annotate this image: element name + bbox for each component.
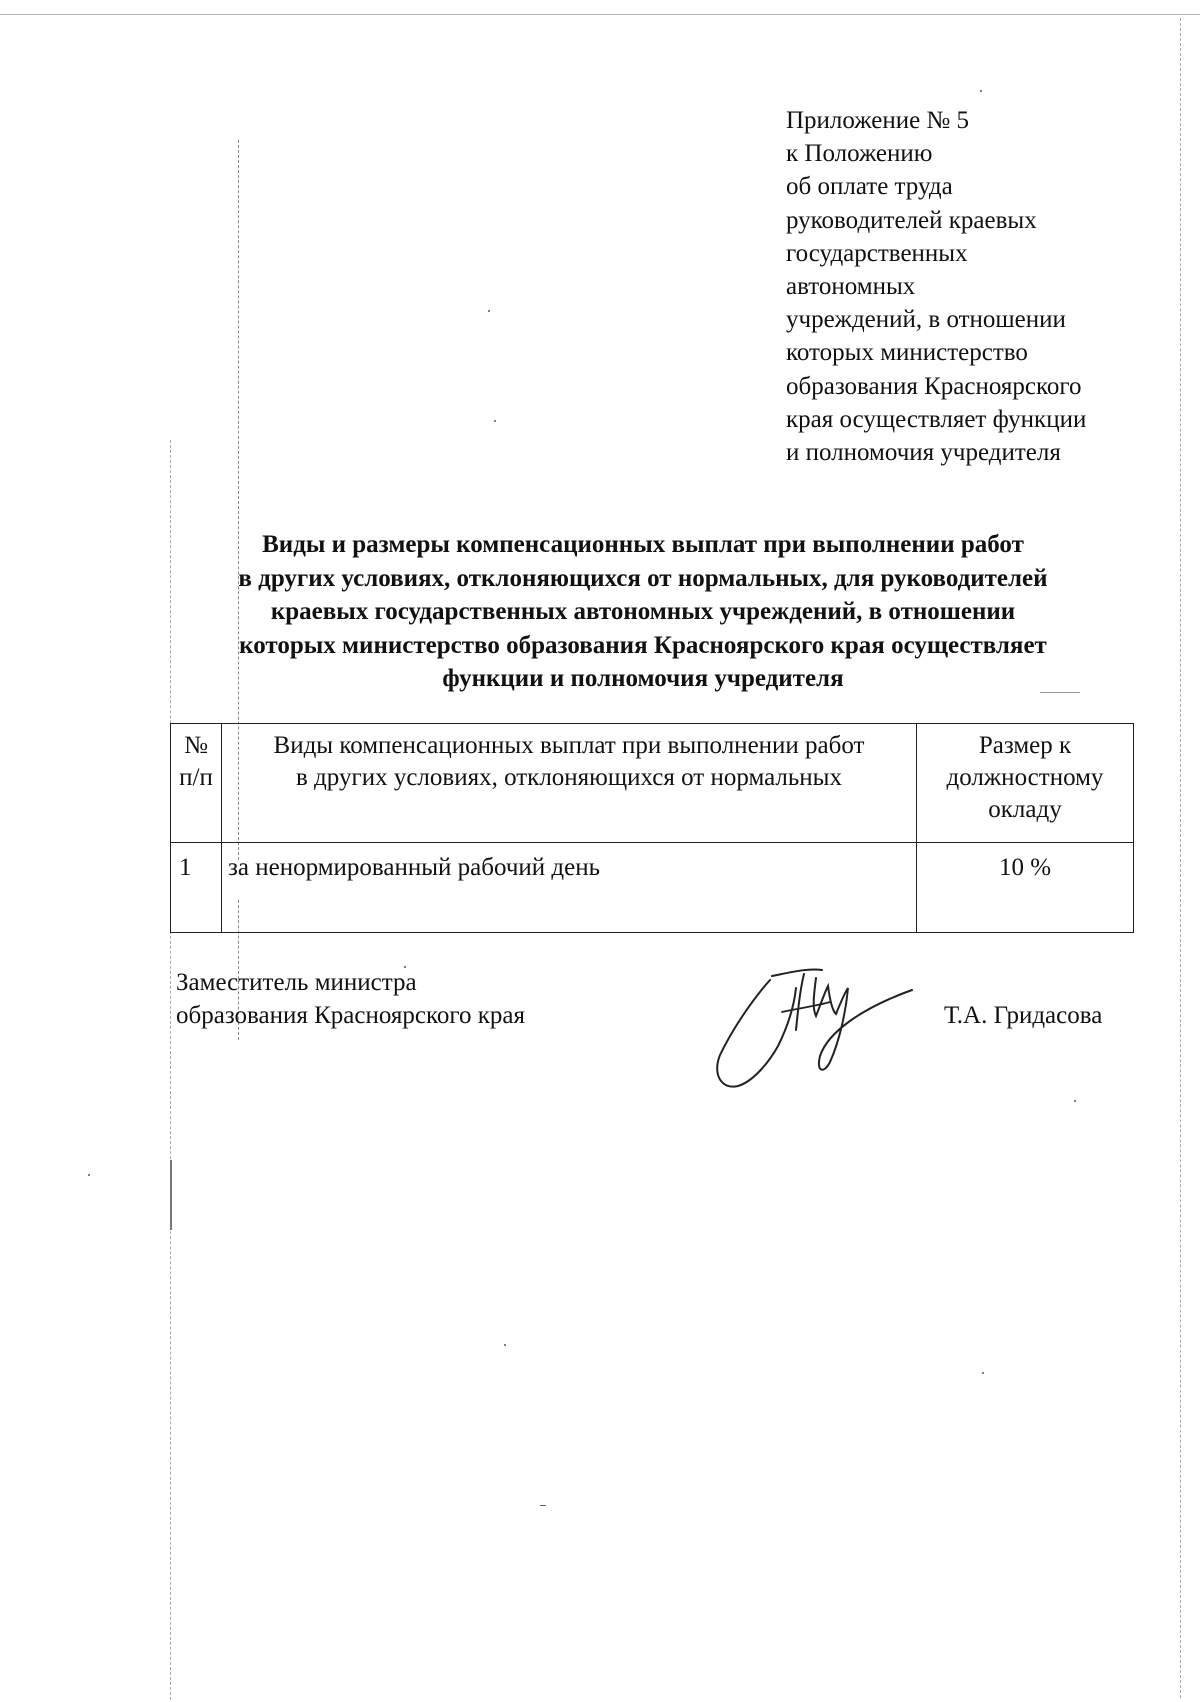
table-row (171, 843, 1134, 933)
document-title (160, 528, 1126, 696)
appendix-line: к Положению (786, 140, 933, 168)
appendix-line: государственных (786, 239, 968, 267)
title-line: Виды и размеры компенсационных выплат при выполнении работ (262, 531, 1024, 558)
header-number-line: № (184, 732, 208, 759)
scan-edge-right (1180, 18, 1181, 1698)
header-number-line: п/п (179, 764, 213, 791)
scan-speck (494, 420, 496, 422)
scan-speck (504, 1344, 506, 1346)
table-header-row (171, 724, 1134, 843)
scan-speck (88, 1174, 90, 1176)
appendix-line: края осуществляет функции (786, 405, 1087, 433)
appendix-line: руководителей краевых (786, 206, 1037, 234)
scan-speck (982, 1372, 984, 1374)
scan-edge-top (0, 14, 1200, 15)
header-type (222, 724, 917, 843)
scan-edge-left-solid (170, 1160, 172, 1230)
cell-size: 10 % (917, 843, 1134, 933)
compensation-table (170, 723, 1134, 933)
title-line: функции и полномочия учредителя (442, 665, 844, 692)
appendix-line: которых министерство (786, 339, 1028, 367)
cell-number: 1 (171, 843, 222, 933)
header-size-line: должностному (946, 764, 1104, 791)
cell-type: за ненормированный рабочий день (222, 843, 917, 933)
appendix-line: Приложение № 5 (786, 107, 970, 134)
header-size-line: Размер к (978, 732, 1072, 759)
header-type-line: в других условиях, отклоняющихся от нормальных (296, 764, 842, 791)
appendix-line: учреждений, в отношении (786, 306, 1066, 334)
appendix-line: об оплате труда (786, 173, 953, 201)
scan-speck (980, 90, 982, 92)
header-type-line: Виды компенсационных выплат при выполнении работ (273, 732, 865, 759)
scan-speck (540, 1505, 546, 1506)
header-size-line: окладу (988, 796, 1062, 823)
appendix-reference (786, 104, 1166, 469)
header-number (171, 724, 222, 843)
appendix-line: образования Красноярского (786, 372, 1082, 400)
signer-name: Т.А. Гридасова (944, 1002, 1103, 1029)
title-line: в других условиях, отклоняющихся от нормальных, для руководителей (238, 564, 1048, 592)
signer-position-line: образования Красноярского края (176, 1002, 525, 1029)
signer-position (176, 966, 696, 1032)
scan-speck (1074, 1100, 1076, 1102)
title-line: которых министерство образования Красноярского края осуществляет (239, 631, 1047, 659)
header-size (917, 724, 1134, 843)
appendix-line: и полномочия учредителя (786, 439, 1061, 467)
signer-position-line: Заместитель министра (176, 969, 417, 996)
title-line: краевых государственных автономных учреждений, в отношении (270, 598, 1016, 625)
handwritten-signature (712, 960, 922, 1100)
scan-speck (488, 310, 490, 312)
appendix-line: автономных (786, 273, 916, 301)
